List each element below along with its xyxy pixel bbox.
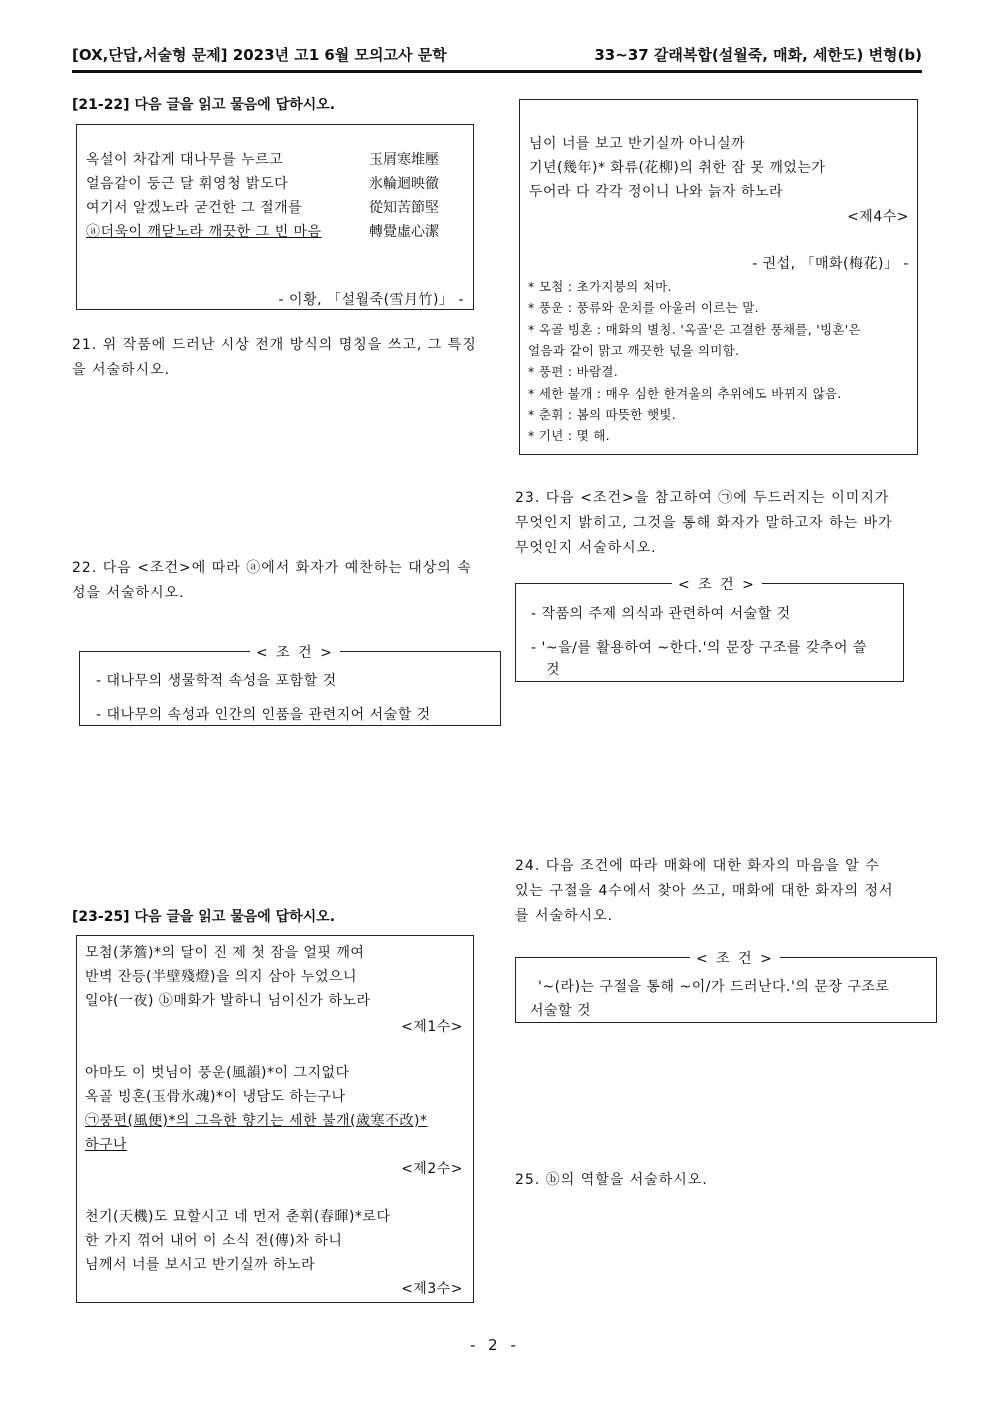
- footnote: * 기년 : 몇 해.: [528, 428, 610, 443]
- question-25-text: 25. ⓑ의 역할을 서술하시오.: [515, 1172, 708, 1188]
- condition-title: < 조 건 >: [690, 948, 780, 968]
- poem-line: 일야(一夜) ⓑ매화가 발하니 님이신가 하노라: [85, 993, 371, 1009]
- condition-title: < 조 건 >: [250, 642, 340, 662]
- stanza-label: <제4수>: [847, 209, 909, 225]
- poem-line: 모첨(茅簷)*의 달이 진 제 첫 잠을 얼핏 깨여: [85, 945, 365, 961]
- poem-line: 옥골 빙혼(玉骨氷魂)*이 냉담도 하는구나: [85, 1089, 346, 1105]
- poem-line-underlined-giyeok: ㉠풍편(風便)*의 그윽한 향기는 세한 불개(歲寒不改)*: [85, 1113, 428, 1129]
- condition-item: - 대나무의 생물학적 속성을 포함할 것: [96, 673, 337, 689]
- poem-hanja: 氷輪迴映徹: [369, 176, 439, 192]
- section2-title: [23-25] 다음 글을 읽고 물음에 답하시오.: [72, 909, 336, 925]
- page-number: - 2 -: [470, 1336, 520, 1354]
- footnote: * 모첨 : 초가지붕의 처마.: [528, 279, 672, 294]
- poem-line-underlined-a: ⓐ더욱이 깨닫노라 깨끗한 그 빈 마음: [86, 224, 322, 240]
- poem-line: 옥설이 차갑게 대나무를 누르고: [86, 152, 284, 168]
- poem-box-seolwoljuk: [76, 124, 474, 310]
- poem-box-maehwa: [76, 935, 474, 1303]
- q22-condition-box: [79, 645, 501, 726]
- poem-hanja: 玉屑寒堆壓: [369, 152, 439, 168]
- question-24: [515, 854, 923, 929]
- header-rule: [72, 70, 922, 73]
- footnote: 얼음과 같이 맑고 깨끗한 넋을 의미함.: [528, 343, 740, 358]
- poem-box-maehwa-continued: [519, 99, 918, 455]
- question-23-line: 무엇인지 밝히고, 그것을 통해 화자가 말하고자 하는 바가: [515, 515, 893, 531]
- header-right: 33~37 갈래복합(설월죽, 매화, 세한도) 변형(b): [594, 46, 922, 64]
- poem-line: 얼음같이 둥근 달 휘영청 밝도다: [86, 176, 289, 192]
- header-left: [OX,단답,서술형 문제] 2023년 고1 6월 모의고사 문학: [72, 46, 447, 64]
- stanza-label: <제2수>: [401, 1161, 463, 1177]
- poem-line-underlined-giyeok: 하구나: [85, 1137, 128, 1153]
- stanza-label: <제3수>: [401, 1281, 463, 1297]
- question-23-line: 23. 다음 <조건>을 참고하여 ㉠에 두드러지는 이미지가: [515, 490, 890, 506]
- condition-item: '~(라)는 구절을 통해 ~이/가 드러난다.'의 문장 구조로: [538, 979, 890, 995]
- condition-item: 것: [546, 662, 561, 678]
- q24-condition-box: [515, 951, 937, 1023]
- poem-line: 아마도 이 벗님이 풍운(風韻)*이 그지없다: [85, 1065, 350, 1081]
- poem-line: 두어라 다 각각 정이니 나와 늙자 하노라: [529, 184, 784, 200]
- question-21-text: 21. 위 작품에 드러난 시상 전개 방식의 명칭을 쓰고, 그 특징을 서술하시오.: [72, 337, 477, 378]
- footnote: * 풍편 : 바람결.: [528, 364, 619, 379]
- footnote: * 세한 불개 : 매우 심한 한겨울의 추위에도 바뀌지 않음.: [528, 386, 842, 401]
- question-25: [515, 1168, 923, 1193]
- footnote: * 옥골 빙혼 : 매화의 별칭. '옥골'은 고결한 풍채를, '빙혼'은: [528, 322, 861, 337]
- condition-item: - '~을/를 활용하여 ~한다.'의 문장 구조를 갖추어 쓸: [531, 640, 867, 656]
- question-24-line: 를 서술하시오.: [515, 908, 614, 924]
- condition-item: - 작품의 주제 의식과 관련하여 서술할 것: [531, 606, 791, 622]
- question-23: [515, 486, 923, 561]
- condition-item: - 대나무의 속성과 인간의 인품을 관련지어 서술할 것: [96, 707, 431, 723]
- q23-condition-box: [515, 577, 904, 682]
- question-21: [72, 333, 478, 383]
- poem-hanja: 從知苦節堅: [369, 200, 439, 216]
- poem-source: - 이황, 「설월죽(雪月竹)」 -: [278, 292, 464, 308]
- poem-source: - 권섭, 「매화(梅花)」 -: [752, 256, 909, 272]
- condition-item: 서술할 것: [530, 1003, 592, 1019]
- question-22-text: 22. 다음 <조건>에 따라 ⓐ에서 화자가 예찬하는 대상의 속성을 서술하시오.: [72, 560, 472, 601]
- poem-line: 여기서 알겠노라 굳건한 그 절개를: [86, 200, 303, 216]
- poem-line: 한 가지 꺾어 내어 이 소식 전(傳)차 하니: [85, 1233, 343, 1249]
- poem-hanja: 轉覺虛心潔: [369, 224, 439, 240]
- poem-line: 님께서 너를 보시고 반기실까 하노라: [85, 1257, 316, 1273]
- question-24-line: 24. 다음 조건에 따라 매화에 대한 화자의 마음을 알 수: [515, 858, 880, 874]
- question-22: [72, 556, 478, 606]
- question-24-line: 있는 구절을 4수에서 찾아 쓰고, 매화에 대한 화자의 정서: [515, 883, 894, 899]
- footnote: * 춘휘 : 봄의 따뜻한 햇빛.: [528, 407, 677, 422]
- section1-title: [21-22] 다음 글을 읽고 물음에 답하시오.: [72, 97, 336, 113]
- stanza-label: <제1수>: [401, 1019, 463, 1035]
- footnote: * 풍운 : 풍류와 운치를 아울러 이르는 말.: [528, 300, 759, 315]
- poem-line: 천기(天機)도 묘할시고 네 먼저 춘휘(春暉)*로다: [85, 1209, 391, 1225]
- question-23-line: 무엇인지 서술하시오.: [515, 540, 657, 556]
- poem-line: 반벽 잔등(半壁殘燈)을 의지 삼아 누었으니: [85, 969, 358, 985]
- condition-title: < 조 건 >: [672, 574, 762, 594]
- poem-line: 님이 너를 보고 반기실까 아니실까: [529, 136, 746, 152]
- poem-line: 기년(幾年)* 화류(花柳)의 취한 잠 못 깨었는가: [529, 160, 826, 176]
